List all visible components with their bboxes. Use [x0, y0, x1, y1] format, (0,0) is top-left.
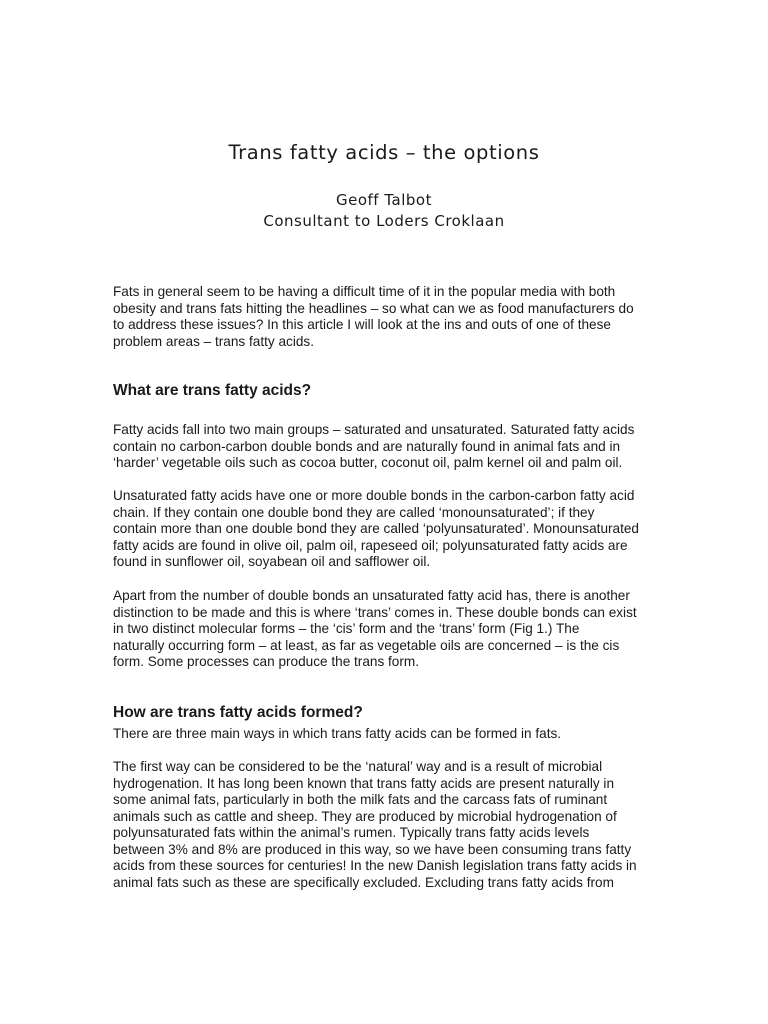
- paragraph-line: in two distinct molecular forms – the ‘cis’ form and the ‘trans’ form (Fig 1.) The: [113, 621, 580, 636]
- section-heading-how: How are trans fatty acids formed?: [113, 704, 363, 721]
- paragraph-line: ‘harder’ vegetable oils such as cocoa butter, coconut oil, palm kernel oil and palm oil.: [113, 455, 623, 470]
- section1-paragraph-1: [113, 422, 673, 472]
- intro-line: obesity and trans fats hitting the headlines – so what can we as food manufacturers do: [113, 300, 634, 316]
- paragraph-line: There are three main ways in which trans fatty acids can be formed in fats.: [113, 726, 562, 741]
- paragraph-line: The first way can be considered to be the ‘natural’ way and is a result of microbial: [113, 759, 603, 774]
- paragraph-line: between 3% and 8% are produced in this way, so we have been consuming trans fatty: [113, 841, 632, 857]
- document-title: Trans fatty acids – the options: [228, 141, 540, 164]
- paragraph-line: some animal fats, particularly in both the milk fats and the carcass fats of ruminant: [113, 792, 608, 807]
- intro-line: Fats in general seem to be having a difficult time of it in the popular media with both: [113, 284, 616, 299]
- author-block: [0, 190, 768, 232]
- author-name: Geoff Talbot: [336, 191, 432, 209]
- paragraph-line: polyunsaturated fats within the animal’s rumen. Typically trans fatty acids levels: [113, 825, 590, 840]
- section-heading-what: What are trans fatty acids?: [113, 382, 312, 399]
- paragraph-line: naturally occurring form – at least, as far as vegetable oils are concerned – is the cis: [113, 637, 620, 653]
- paragraph-line: contain no carbon-carbon double bonds and are naturally found in animal fats and in: [113, 438, 621, 454]
- paragraph-line: Fatty acids fall into two main groups – saturated and unsaturated. Saturated fatty acids: [113, 422, 635, 437]
- paragraph-line: animal fats such as these are specifically excluded. Excluding trans fatty acids from: [113, 874, 614, 890]
- paragraph-line: contain more than one double bond they are called ‘polyunsaturated’. Monounsaturated: [113, 521, 639, 536]
- paragraph-line: chain. If they contain one double bond they are called ‘monounsaturated’; if they: [113, 504, 595, 520]
- intro-line: to address these issues? In this article I will look at the ins and outs of one of these: [113, 317, 611, 332]
- paragraph-line: fatty acids are found in olive oil, palm oil, rapeseed oil; polyunsaturated fatty acids are: [113, 537, 628, 553]
- paragraph-line: found in sunflower oil, soyabean oil and safflower oil.: [113, 554, 431, 569]
- author-role: Consultant to Loders Croklaan: [263, 212, 505, 230]
- paragraph-line: animals such as cattle and sheep. They are produced by microbial hydrogenation of: [113, 808, 617, 824]
- intro-paragraph: [113, 284, 673, 350]
- paragraph-line: Unsaturated fatty acids have one or more double bonds in the carbon-carbon fatty acid: [113, 488, 635, 503]
- paragraph-line: Apart from the number of double bonds an unsaturated fatty acid has, there is another: [113, 588, 630, 603]
- paragraph-line: hydrogenation. It has long been known that trans fatty acids are present naturally in: [113, 775, 615, 791]
- section1-paragraph-3: [113, 588, 673, 671]
- section2-paragraph-2: [113, 759, 673, 891]
- paragraph-line: acids from these sources for centuries! In the new Danish legislation trans fatty acids in: [113, 858, 637, 873]
- intro-line: problem areas – trans fatty acids.: [113, 333, 314, 349]
- section2-paragraph-1: [113, 726, 673, 743]
- section1-paragraph-2: [113, 488, 673, 571]
- paragraph-line: form. Some processes can produce the trans form.: [113, 654, 419, 669]
- paragraph-line: distinction to be made and this is where ‘trans’ comes in. These double bonds can exist: [113, 604, 637, 620]
